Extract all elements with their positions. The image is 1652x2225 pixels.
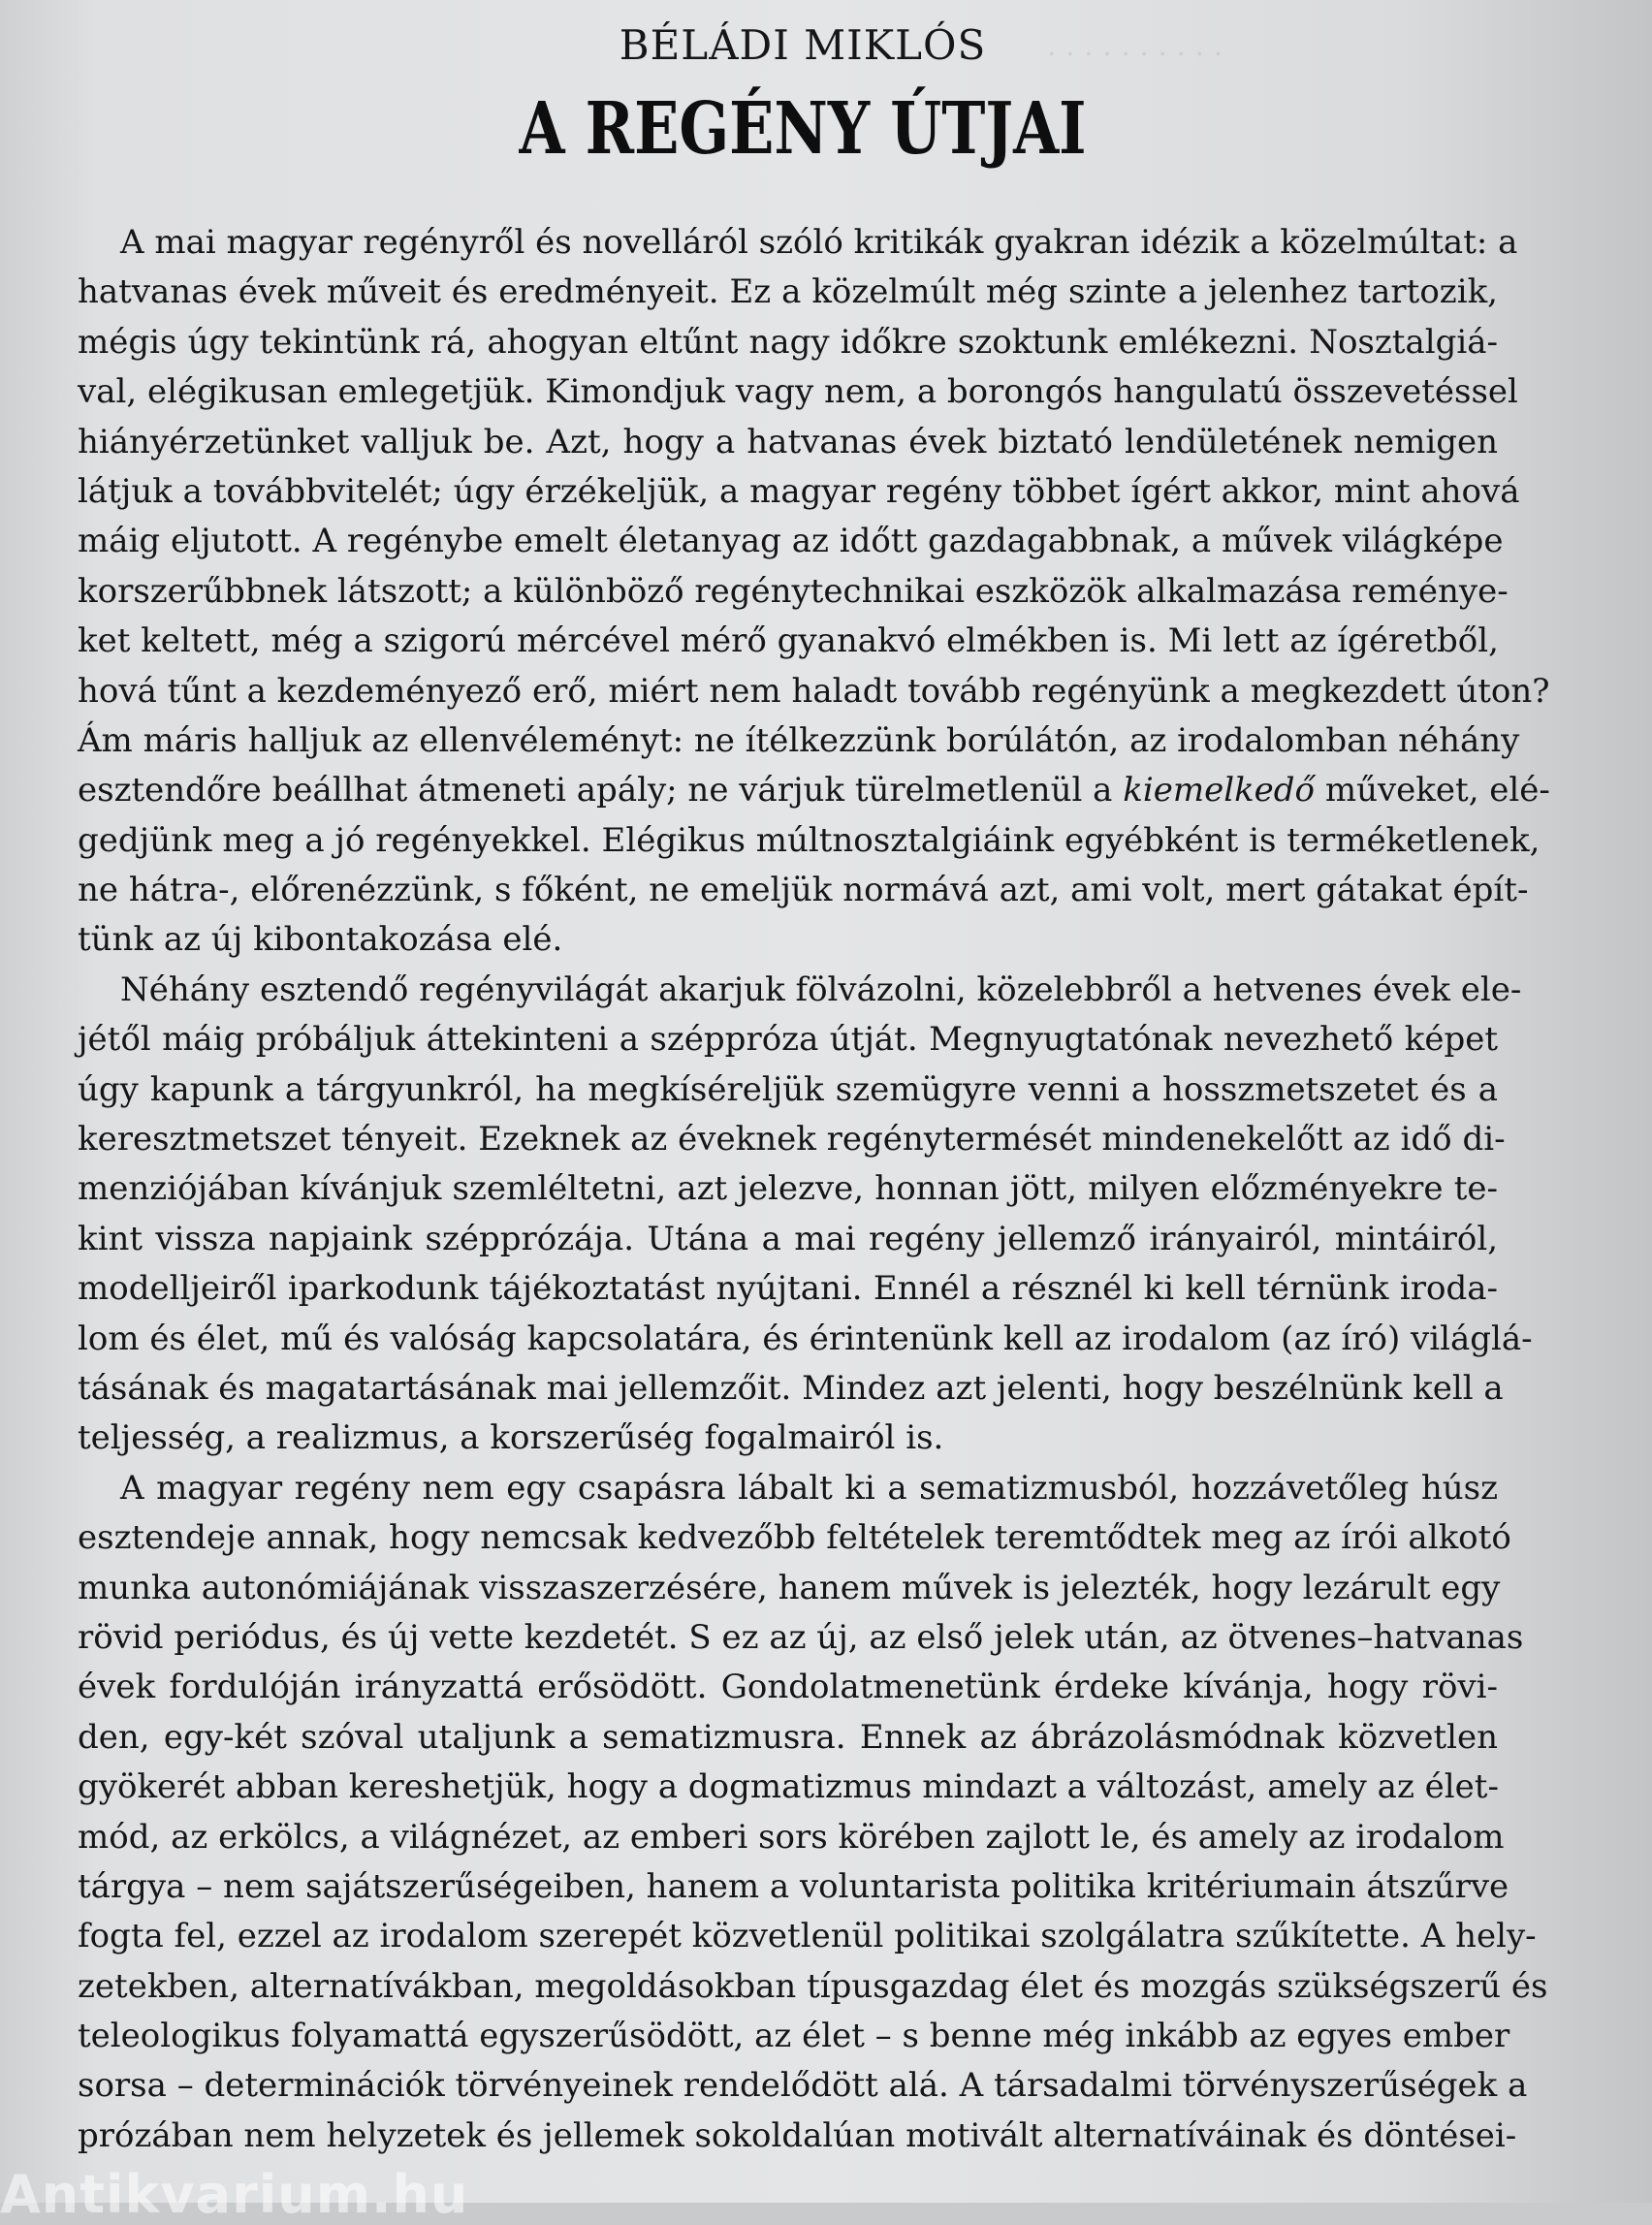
text-line: korszerűbbnek látszott; a különböző regénytechnikai eszközök alkalmazása reménye- [78, 571, 1509, 611]
author-name: BÉLÁDI MIKLÓS [619, 21, 987, 69]
text-line: modelljeiről iparkodunk tájékoztatást nyújtani. Ennél a résznél ki kell térnünk iroda- [78, 1269, 1498, 1309]
text-line: zetekben, alternatívákban, megoldásokban típusgazdag élet és mozgás szükségszerű és [78, 1966, 1548, 2006]
text-line: ne hátra-, előrenézzünk, s főként, ne emeljük normává azt, ami volt, mert gátakat épít- [78, 871, 1529, 910]
text-line: kint vissza napjaink szépprózája. Utána a mai regény jellemző irányairól, mintáiról, [78, 1219, 1498, 1258]
paragraph [78, 1464, 1548, 2161]
paragraph [78, 966, 1533, 1464]
text-line: menziójában kívánjuk szemléltetni, azt jelezve, honnan jött, milyen előzményekre te- [78, 1169, 1498, 1209]
body-text [78, 218, 1550, 2161]
show-through-texture: . . . . . . . . . . [1047, 29, 1223, 63]
text-line: keresztmetszet tényeit. Ezeknek az éveknek regénytermését mindenekelőtt az idő di- [78, 1120, 1506, 1160]
text-line: máig eljutott. A regénybe emelt életanyag az időtt gazdagabbnak, a művek világképe [78, 522, 1504, 561]
emphasized-word: kiemelkedő [1123, 771, 1316, 811]
text-line: A magyar regény nem egy csapásra lábalt ki a sematizmusból, hozzávetőleg húsz [120, 1468, 1498, 1508]
text-line: hatvanas évek műveit és eredményeit. Ez a közelmúlt még szinte a jelenhez tartozik, [78, 272, 1498, 312]
text-line: lom és élet, mű és valóság kapcsolatára, és érintenünk kell az irodalom (az író) világlá- [78, 1319, 1533, 1358]
text-line: gyökerét abban kereshetjük, hogy a dogmatizmus mindazt a változást, amely az élet- [78, 1767, 1499, 1807]
chapter-title: A REGÉNY ÚTJAI [519, 87, 1087, 171]
text-line: esztendeje annak, hogy nemcsak kedvezőbb feltételek teremtődtek meg az írói alkotó [78, 1518, 1511, 1558]
text-line: mégis úgy tekintünk rá, ahogyan eltűnt nagy időkre szoktunk emlékezni. Nosztalgiá- [78, 322, 1498, 362]
text-line: prózában nem helyzetek és jellemek sokoldalúan motivált alternatíváinak és döntései- [78, 2115, 1517, 2155]
text-line: tünk az új kibontakozása elé. [78, 920, 563, 960]
text-line: tárgya – nem sajátszerűségeiben, hanem a voluntarista politika kritériumain átszűrve [78, 1866, 1509, 1906]
text-line: mód, az erkölcs, a világnézet, az emberi sors körében zajlott le, és amely az irodalom [78, 1817, 1505, 1857]
text-line: fogta fel, ezzel az irodalom szerepét közvetlenül politikai szolgálatra szűkítette. A hely- [78, 1917, 1537, 1956]
text-line: val, elégikusan emlegetjük. Kimondjuk vagy nem, a borongós hangulatú összevetéssel [78, 372, 1518, 412]
text-line: A mai magyar regényről és novelláról szóló kritikák gyakran idézik a közelmúltat: a [120, 223, 1518, 262]
text-line: gedjünk meg a jó regényekkel. Elégikus múltnosztalgiáink egyébként is terméketlenek, [78, 820, 1541, 860]
watermark: Antikvarium.hu [0, 2164, 469, 2225]
text-line: úgy kapunk a tárgyunkról, ha megkíséreljük szemügyre venni a hosszmetszetet és a [78, 1069, 1498, 1109]
text-line: teljesség, a realizmus, a korszerűség fogalmairól is. [78, 1418, 944, 1458]
text-line: jétől máig próbáljuk áttekinteni a széppróza útját. Megnyugtatónak nevezhető képet [78, 1020, 1498, 1060]
text-line: évek fordulóján irányzattá erősödött. Gondolatmenetünk érdeke kívánja, hogy rövi- [78, 1668, 1498, 1707]
text-line: hová tűnt a kezdeményező erő, miért nem haladt tovább regényünk a megkezdett úton? [78, 671, 1550, 711]
text-line: rövid periódus, és új vette kezdetét. S ez az új, az első jelek után, az ötvenes–hatvanas [78, 1617, 1524, 1657]
text-line: munka autonómiájának visszaszerzésére, hanem művek is jelezték, hogy lezárult egy [78, 1568, 1501, 1607]
text-line: látjuk a továbbvitelét; úgy érzékeljük, a magyar regény többet ígért akkor, mint ahová [78, 471, 1520, 511]
text-line: Néhány esztendő regényvilágát akarjuk fölvázolni, közelebbről a hetvenes évek ele- [120, 969, 1522, 1009]
text-line: hiányérzetünket valljuk be. Azt, hogy a hatvanas évek biztató lendületének nemigen [78, 422, 1498, 461]
text-line: sorsa – determinációk törvényeinek rendelődött alá. A társadalmi törvényszerűségek a [78, 2066, 1528, 2106]
text-line: ket keltett, még a szigorú mércével mérő gyanakvó elmékben is. Mi lett az ígéretből, [78, 621, 1499, 661]
text-line: esztendőre beállhat átmeneti apály; ne várjuk türelmetlenül a kiemelkedő műveket, elé- [78, 771, 1550, 811]
text-line: teleologikus folyamattá egyszerűsödött, az élet – s benne még inkább az egyes ember [78, 2017, 1510, 2056]
paragraph [78, 218, 1550, 966]
text-line: tásának és magatartásának mai jellemzőit. Mindez azt jelenti, hogy beszélnünk kell a [78, 1368, 1504, 1408]
text-line: Ám máris halljuk az ellenvéleményt: ne ítélkezzünk borúlátón, az irodalomban néhány [78, 720, 1520, 760]
text-line: den, egy-két szóval utaljunk a sematizmusra. Ennek az ábrázolásmódnak közvetlen [78, 1717, 1498, 1757]
